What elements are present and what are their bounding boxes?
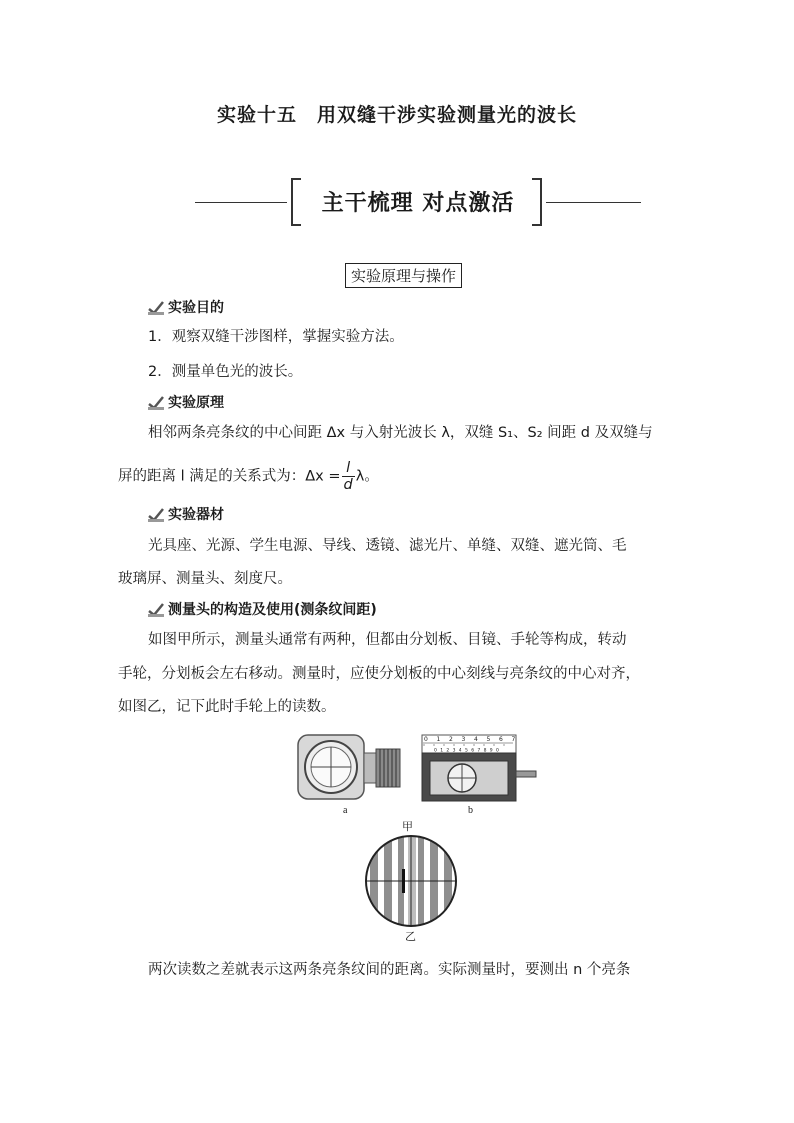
equipment-line-1: 光具座、光源、学生电源、导线、透镜、滤光片、单缝、双缝、遮光筒、毛 [148,538,627,554]
check-icon [148,508,164,522]
section-heading-equipment [148,504,224,524]
vernier-scale-label: 5 [465,748,468,754]
main-scale-label: 2 [449,736,453,743]
section-heading-principle [148,392,224,412]
section-banner [195,176,641,228]
figure-label-yi: 乙 [405,931,416,943]
main-scale-label: 1 [436,736,441,743]
principle-formula-tail: λ。 [355,468,379,485]
vernier-scale-label: 4 [458,748,462,754]
main-scale-label: 4 [474,736,478,743]
banner-rule-right [546,202,641,203]
vernier-scale-label: 8 [483,748,487,754]
section-heading-label: 实验器材 [168,507,224,523]
principle-line-2 [118,460,379,493]
figure-label-a: a [343,805,348,816]
section-heading-measure [148,599,377,619]
vernier-scale-label: 3 [452,748,456,754]
section-heading-purpose [148,297,224,317]
vernier-scale-label: 7 [477,748,481,754]
banner-bracket-right [532,178,542,226]
boxed-heading: 实验原理与操作 [345,263,462,288]
equipment-line-2: 玻璃屏、测量头、刻度尺。 [118,571,292,587]
figure-label-b: b [468,805,473,816]
banner-bracket-left [291,178,301,226]
page-title: 实验十五 用双缝干涉实验测量光的波长 [216,104,577,126]
main-scale-label: 3 [461,736,466,743]
fraction-denominator: d [343,477,353,493]
formula-fraction [342,460,355,493]
vernier-scale-label: 9 [489,748,493,754]
vernier-scale-label: 0 [496,748,499,754]
main-scale-label: 0 [424,736,428,743]
check-icon [148,396,164,410]
measuring-head-a-figure [296,733,402,803]
section-heading-label: 测量头的构造及使用(测条纹间距) [168,602,377,618]
banner-rule-left [195,202,287,203]
measure-line-1: 如图甲所示，测量头通常有两种，但都由分划板、目镜、手轮等构成，转动 [148,632,627,648]
main-scale-label: 6 [499,736,503,743]
principle-line-1: 相邻两条亮条纹的中心间距 Δx 与入射光波长 λ，双缝 S₁、S₂ 间距 d 及双缝与 [148,425,653,441]
section-heading-label: 实验原理 [168,395,224,411]
vernier-scale-label: 2 [446,748,450,754]
vernier-scale-label: 6 [471,748,475,754]
purpose-item-2: 2．测量单色光的波长。 [148,364,303,380]
measure-line-3: 如图乙，记下此时手轮上的读数。 [118,699,336,715]
figure-label-jia: 甲 [402,821,413,833]
reticle-fringe-figure [364,833,458,929]
check-icon [148,301,164,315]
bottom-line: 两次读数之差就表示这两条亮条纹间的距离。实际测量时，要测出 n 个亮条 [148,962,631,978]
fraction-numerator: l [342,460,355,477]
vernier-scale-label: 0 [434,748,437,754]
banner-text: 主干梳理 对点激活 [321,190,515,216]
purpose-item-1: 1．观察双缝干涉图样，掌握实验方法。 [148,329,404,345]
section-heading-label: 实验目的 [168,300,224,316]
measuring-head-b-figure [420,733,538,803]
principle-formula-lead: 屏的距离 l 满足的关系式为：Δx = [118,468,341,485]
check-icon [148,603,164,617]
main-scale-label: 7 [511,736,516,743]
main-scale-label: 5 [486,736,491,743]
vernier-scale-label: 1 [440,748,444,754]
measure-line-2: 手轮，分划板会左右移动。测量时，应使分划板的中心刻线与亮条纹的中心对齐， [118,666,640,682]
